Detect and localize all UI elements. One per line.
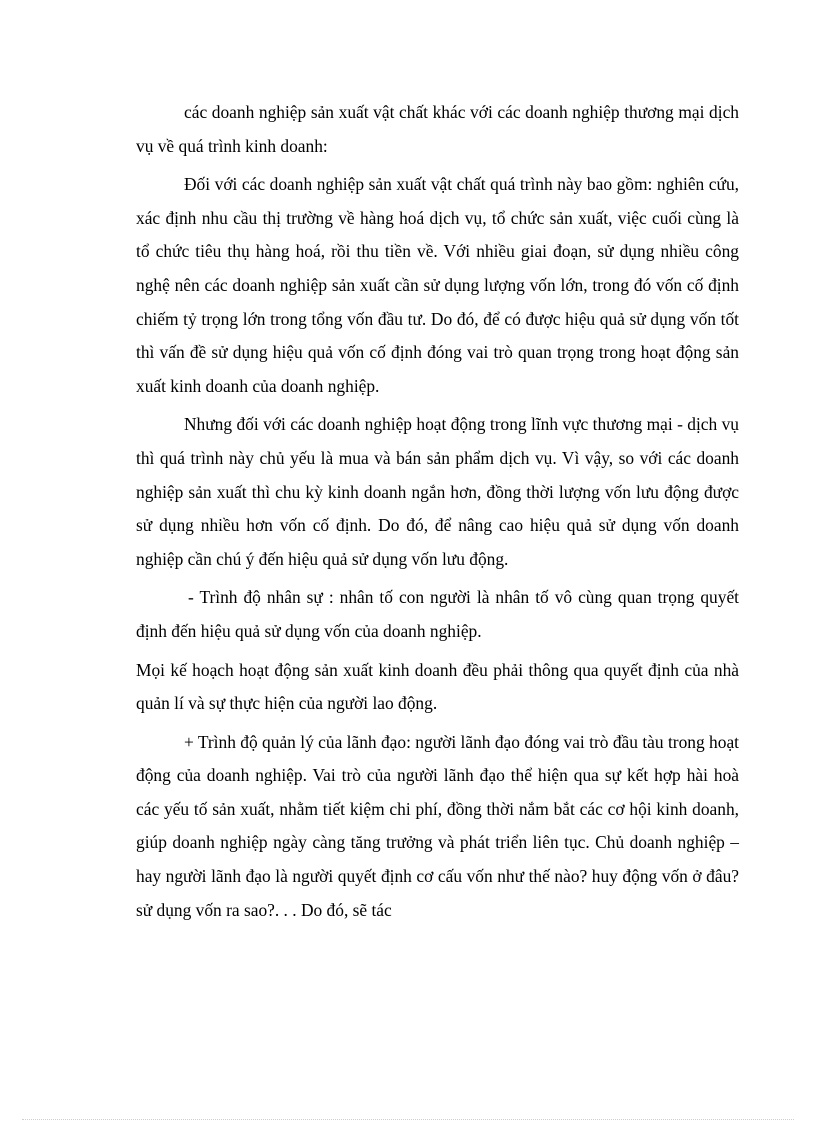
page-bottom-divider (22, 1119, 794, 1120)
paragraph-personnel: - Trình độ nhân sự : nhân tố con người là nhân tố vô cùng quan trọng quyết định đến hiệu quả sử dụng vốn của doanh nghiệp. (136, 587, 739, 641)
paragraph-manufacturing: Đối với các doanh nghiệp sản xuất vật chất quá trình này bao gồm: nghiên cứu, xác định nhu cầu thị trường về hàng hoá dịch vụ, tổ chức sản xuất, việc cuối cùng là tổ chức tiêu thụ hàng hoá, rồi thu tiền về. Với nhiều giai đoạn, sử dụng nhiều công nghệ nên các doanh nghiệp sản xuất cần sử dụng lượng vốn lớn, trong đó vốn cố định chiếm tỷ trọng lớn trong tổng vốn đầu tư. Do đó, để có được hiệu quả sử dụng vốn tốt thì vấn đề sử dụng hiệu quả vốn cố định đóng vai trò quan trọng trong hoạt động sản xuất kinh doanh của doanh nghiệp. (136, 174, 739, 396)
paragraph-business-plans: Mọi kế hoạch hoạt động sản xuất kinh doanh đều phải thông qua quyết định của nhà quản lí và sự thực hiện của người lao động. (136, 659, 739, 714)
paragraph-continuation: các doanh nghiệp sản xuất vật chất khác với các doanh nghiệp thương mại dịch vụ về quá trình kinh doanh: (136, 102, 739, 156)
paragraph-trade-services: Nhưng đối với các doanh nghiệp hoạt động trong lĩnh vực thương mại - dịch vụ thì quá trình này chủ yếu là mua và bán sản phẩm dịch vụ. Vì vậy, so với các doanh nghiệp sản xuất thì chu kỳ kinh doanh ngắn hơn, đồng thời lượng vốn lưu động được sử dụng nhiều hơn vốn cố định. Do đó, để nâng cao hiệu quả sử dụng vốn doanh nghiệp cần chú ý đến hiệu quả sử dụng vốn lưu động. (136, 414, 739, 569)
paragraph-leadership: + Trình độ quản lý của lãnh đạo: người lãnh đạo đóng vai trò đầu tàu trong hoạt động của doanh nghiệp. Vai trò của người lãnh đạo thể hiện qua sự kết hợp hài hoà các yếu tố sản xuất, nhằm tiết kiệm chi phí, đồng thời nắm bắt các cơ hội kinh doanh, giúp doanh nghiệp ngày càng tăng trưởng và phát triển liên tục. Chủ doanh nghiệp – hay người lãnh đạo là người quyết định cơ cấu vốn như thế nào? huy động vốn ở đâu? sử dụng vốn ra sao?. . . Do đó, sẽ tác (136, 731, 739, 920)
document-page (136, 96, 739, 932)
